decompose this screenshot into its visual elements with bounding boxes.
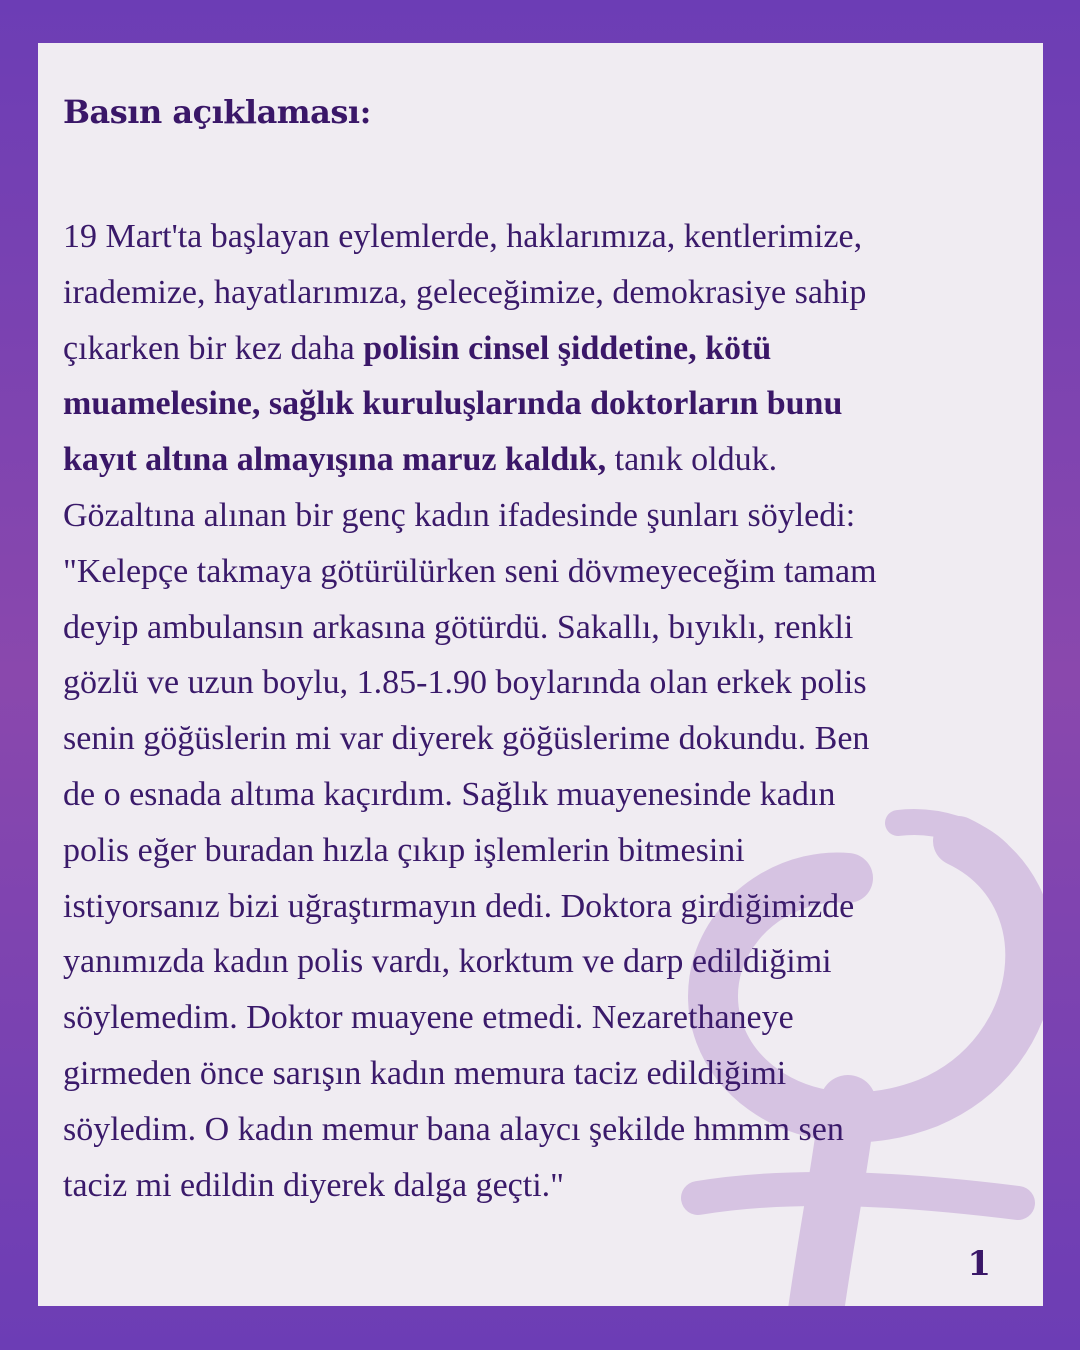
body-text-segment: tanık olduk. bbox=[606, 441, 778, 479]
body-line: deyip ambulansın arkasına götürdü. Sakallı, bıyıklı, renkli bbox=[63, 608, 854, 646]
body-line: irademize, hayatlarımıza, geleceğimize, demokrasiye sahip bbox=[63, 273, 867, 311]
body-line bbox=[63, 376, 1008, 432]
press-release-title: Basın açıklaması: bbox=[63, 93, 371, 131]
body-line: söylemedim. Doktor muayene etmedi. Nezarethaneye bbox=[63, 999, 794, 1037]
body-line: söyledim. O kadın memur bana alaycı şekilde hmmm sen bbox=[63, 1110, 844, 1148]
body-line: yanımızda kadın polis vardı, korktum ve darp edildiğimi bbox=[63, 943, 832, 981]
body-line: 19 Mart'ta başlayan eylemlerde, haklarımıza, kentlerimize, bbox=[63, 218, 863, 255]
emphasis-text: kayıt altına almayışına maruz kaldık, bbox=[63, 441, 607, 479]
body-line: istiyorsanız bizi uğraştırmayın dedi. Doktora girdiğimizde bbox=[63, 887, 855, 925]
body-line: gözlü ve uzun boylu, 1.85-1.90 boylarında olan erkek polis bbox=[63, 664, 867, 702]
press-release-body bbox=[63, 209, 1008, 1213]
body-text-segment: çıkarken bir kez daha bbox=[63, 329, 364, 367]
press-release-card bbox=[38, 43, 1043, 1306]
body-line: girmeden önce sarışın kadın memura taciz edildiğimi bbox=[63, 1054, 787, 1092]
body-line: polis eğer buradan hızla çıkıp işlemlerin bitmesini bbox=[63, 831, 745, 869]
body-line: de o esnada altıma kaçırdım. Sağlık muayenesinde kadın bbox=[63, 775, 836, 813]
page-number: 1 bbox=[967, 1244, 991, 1284]
body-line: taciz mi edildin diyerek dalga geçti." bbox=[63, 1166, 565, 1204]
body-line bbox=[63, 321, 1008, 377]
body-line: "Kelepçe takmaya götürülürken seni dövmeyeceğim tamam bbox=[63, 552, 877, 590]
body-line: senin göğüslerin mi var diyerek göğüslerime dokundu. Ben bbox=[63, 720, 870, 758]
emphasis-text: polisin cinsel şiddetine, kötü bbox=[363, 329, 772, 367]
body-line bbox=[63, 432, 1008, 488]
body-line: Gözaltına alınan bir genç kadın ifadesinde şunları söyledi: bbox=[63, 496, 856, 534]
emphasis-text: muamelesine, sağlık kuruluşlarında doktorların bunu bbox=[63, 385, 843, 423]
